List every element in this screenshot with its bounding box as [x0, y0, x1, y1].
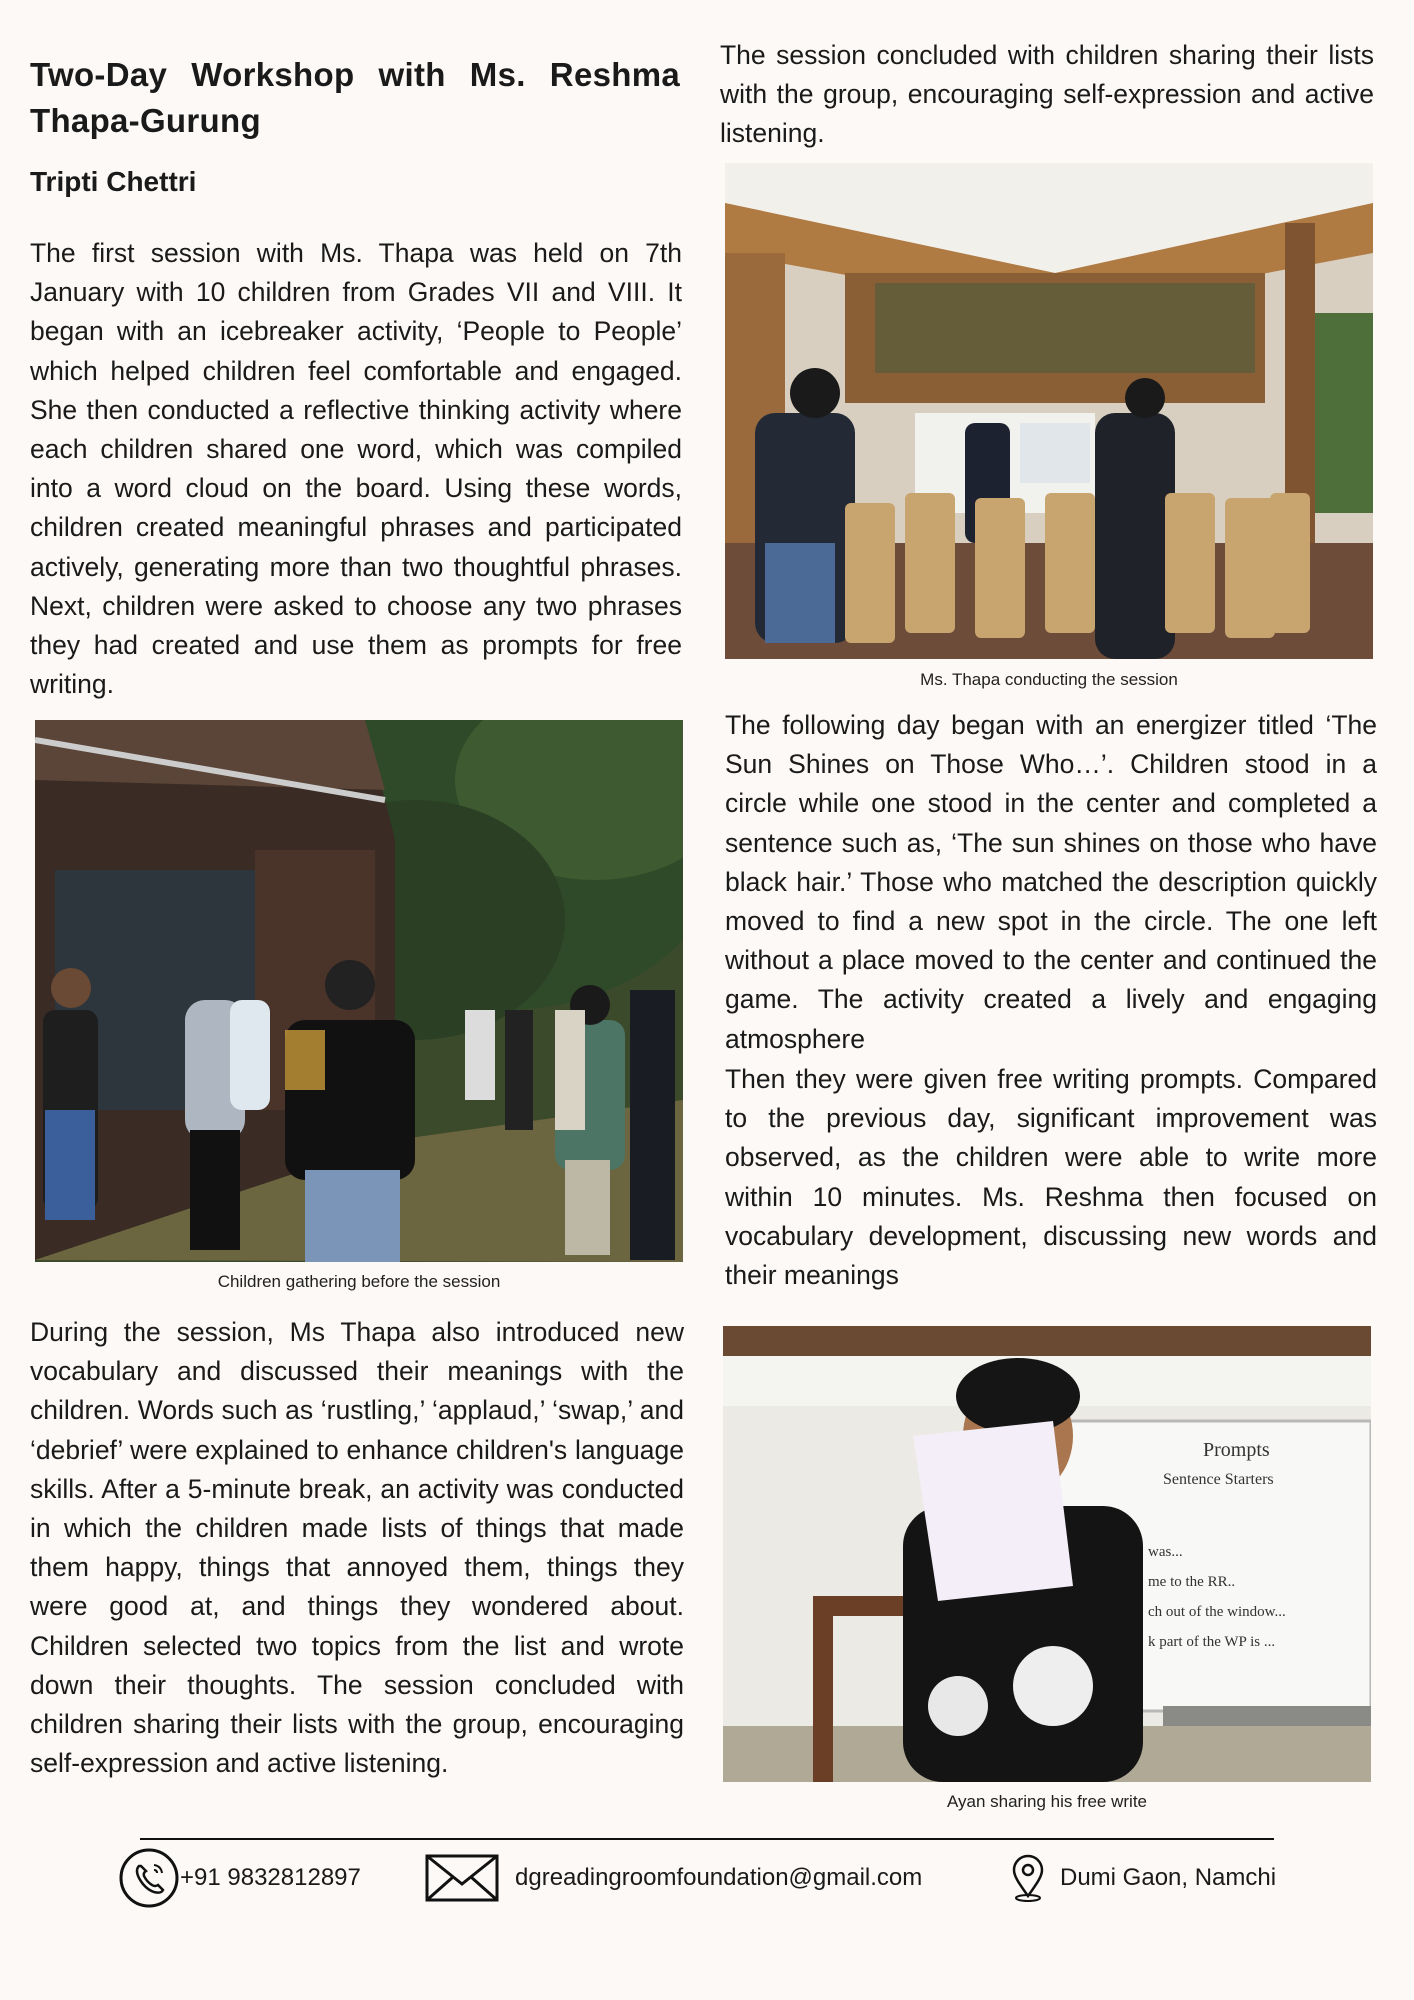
whiteboard-subtitle: Sentence Starters	[1163, 1471, 1274, 1488]
phone-icon	[118, 1847, 180, 1909]
location-pin-icon	[1010, 1854, 1046, 1902]
photo-caption-conducting: Ms. Thapa conducting the session	[920, 670, 1178, 689]
location-text: Dumi Gaon, Namchi	[1060, 1864, 1277, 1891]
footer-location[interactable]	[1010, 1848, 1276, 1908]
author-name: Tripti Chettri	[30, 166, 197, 197]
paragraph-free-writing: Then they were given free writing prompts. Compared to the previous day, significant improvement was observed, as the children were able to write more within 10 minutes. Ms. Reshma then focused on vocabulary development, discussing new words and their meanings	[725, 1064, 1377, 1291]
photo-caption-ayan: Ayan sharing his free write	[946, 1792, 1147, 1811]
article-title	[30, 52, 680, 144]
photo-thapa-conducting	[725, 163, 1373, 659]
whiteboard-line: was...	[1148, 1544, 1183, 1560]
whiteboard-line: me to the RR..	[1148, 1574, 1236, 1590]
paragraph-second-day: The following day began with an energizer titled ‘The Sun Shines on Those Who…’. Children stood in a circle while one stood in the center and completed a sentence such as, ‘The sun shines on those who have black hair.’ Those who matched the description quickly moved to find a new spot in the circle. The one left without a place moved to the center and continued the game. The activity created a lively and engaging atmosphere	[725, 710, 1377, 1054]
footer-phone[interactable]	[118, 1848, 361, 1908]
photo-caption-gathering: Children gathering before the session	[217, 1272, 501, 1291]
footer-email[interactable]	[425, 1848, 922, 1908]
email-address: dgreadingroomfoundation@gmail.com	[515, 1864, 923, 1891]
indoor-scene-illustration	[725, 163, 1373, 659]
footer-divider	[140, 1838, 1274, 1840]
classroom-scene-illustration	[723, 1326, 1371, 1782]
paragraph-session-conclusion: The session concluded with children sharing their lists with the group, encouraging self-expression and active listening.	[720, 40, 1374, 149]
whiteboard-line: ch out of the window...	[1148, 1604, 1286, 1620]
paragraph-vocabulary: During the session, Ms Thapa also introduced new vocabulary and discussed their meanings with the children. Words such as ‘rustling,’ ‘applaud,’ ‘swap,’ and ‘debrief’ were explained to enhance children's language skills. After a 5-minute break, an activity was conducted in which the children made lists of things that made them happy, things that annoyed them, things they were good at, and things they wondered about. Children selected two topics from the list and wrote down their thoughts. The session concluded with children sharing their lists with the group, encouraging self-expression and active listening.	[30, 1317, 684, 1779]
photo-children-gathering	[35, 720, 683, 1262]
phone-number: +91 9832812897	[180, 1864, 361, 1891]
envelope-icon	[425, 1854, 499, 1902]
outdoor-scene-illustration	[35, 720, 683, 1262]
title-line-2: Thapa-Gurung	[30, 102, 261, 139]
whiteboard-line: k part of the WP is ...	[1148, 1634, 1276, 1650]
paragraph-first-session: The first session with Ms. Thapa was held on 7th January with 10 children from Grades VII and VIII. It began with an icebreaker activity, ‘People to People’ which helped children feel comfortable and engaged. She then conducted a reflective thinking activity where each children shared one word, which was compiled into a word cloud on the board. Using these words, children created meaningful phrases and participated actively, generating more than two thoughtful phrases. Next, children were asked to choose any two phrases they had created and use them as prompts for free writing.	[30, 238, 682, 700]
whiteboard-title: Prompts	[1203, 1439, 1270, 1461]
title-line-1: Two-Day Workshop with Ms. Reshma	[30, 56, 680, 93]
photo-ayan-sharing	[723, 1326, 1371, 1782]
